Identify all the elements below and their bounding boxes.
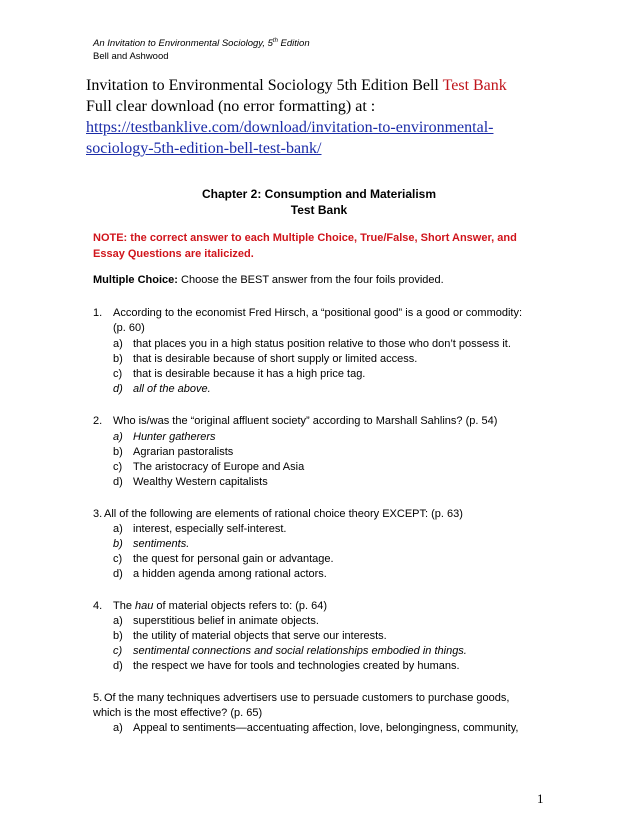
question-number: 1. [93,307,103,319]
option-letter: a) [113,338,123,350]
option-letter: d) [113,476,123,488]
download-link[interactable]: https://testbanklive.com/download/invitation-to-environmental- sociology-5th-edition-bell-test-bank/ [86,119,494,157]
option-text: the respect we have for tools and technologies created by humans. [133,660,460,672]
option-letter: b) [113,630,123,642]
chapter-subtitle: Test Bank [290,203,348,217]
running-header-title: An Invitation to Environmental Sociology, 5th Edition [93,38,310,49]
download-line: Full clear download (no error formatting) at : [86,98,376,115]
option-letter: c) [113,553,123,565]
option-text: Appeal to sentiments—accentuating affection, love, belongingness, community, [133,722,519,734]
option-letter-correct: d) [113,383,123,395]
option-letter-correct: c) [113,645,123,657]
option-text: that is desirable because it has a high price tag. [133,368,366,380]
chapter-title: Chapter 2: Consumption and Materialism [201,187,437,201]
option-letter: d) [113,568,123,580]
option-text-correct: all of the above. [133,383,211,395]
running-header-authors: Bell and Ashwood [93,51,169,62]
question-number: 5. [93,692,103,704]
option-text: Agrarian pastoralists [133,446,234,458]
option-letter: a) [113,523,123,535]
option-text: a hidden agenda among rational actors. [133,568,327,580]
option-text-correct: sentimental connections and social relationships embodied in things. [133,645,467,657]
option-text-correct: Hunter gatherers [133,431,216,443]
option-letter: a) [113,615,123,627]
question-number: 4. [93,600,103,612]
answer-note: NOTE: the correct answer to each Multiple Choice, True/False, Short Answer, and Essay Questions are italicized. [93,232,517,260]
instructions: Multiple Choice: Choose the BEST answer from the four foils provided. [93,274,444,286]
option-text: Wealthy Western capitalists [133,476,268,488]
option-letter-correct: b) [113,538,123,550]
option-text: superstitious belief in animate objects. [133,615,319,627]
title-line: Invitation to Environmental Sociology 5th Edition Bell Test Bank [86,77,507,94]
option-letter-correct: a) [113,431,123,443]
option-text-correct: sentiments. [133,538,190,550]
test-bank-label: Test Bank [442,77,507,94]
question-stem: According to the economist Fred Hirsch, a “positional good” is a good or commodity: [113,307,523,319]
question-stem: Who is/was the “original affluent society” according to Marshall Sahlins? (p. 54) [113,415,498,427]
option-letter: a) [113,722,123,734]
question-stem: The hau of material objects refers to: (p. 64) [113,600,328,612]
option-letter: d) [113,660,123,672]
question-stem: All of the following are elements of rational choice theory EXCEPT: (p. 63) [104,508,463,520]
question-stem-cont: which is the most effective? (p. 65) [93,707,263,719]
option-letter: b) [113,353,123,365]
option-text: that places you in a high status position relative to those who don’t possess it. [133,338,511,350]
question-stem-cont: (p. 60) [113,322,145,334]
option-letter: c) [113,461,123,473]
question-stem: Of the many techniques advertisers use to persuade customers to purchase goods, [104,692,510,704]
question-number: 2. [93,415,103,427]
option-letter: b) [113,446,123,458]
option-text: interest, especially self-interest. [133,523,287,535]
option-text: the utility of material objects that serve our interests. [133,630,387,642]
option-text: The aristocracy of Europe and Asia [133,461,305,473]
question-number: 3. [93,508,103,520]
option-text: the quest for personal gain or advantage. [133,553,334,565]
title-block [86,75,556,159]
option-text: that is desirable because of short supply or limited access. [133,353,418,365]
page-number: 1 [537,791,544,806]
option-letter: c) [113,368,123,380]
